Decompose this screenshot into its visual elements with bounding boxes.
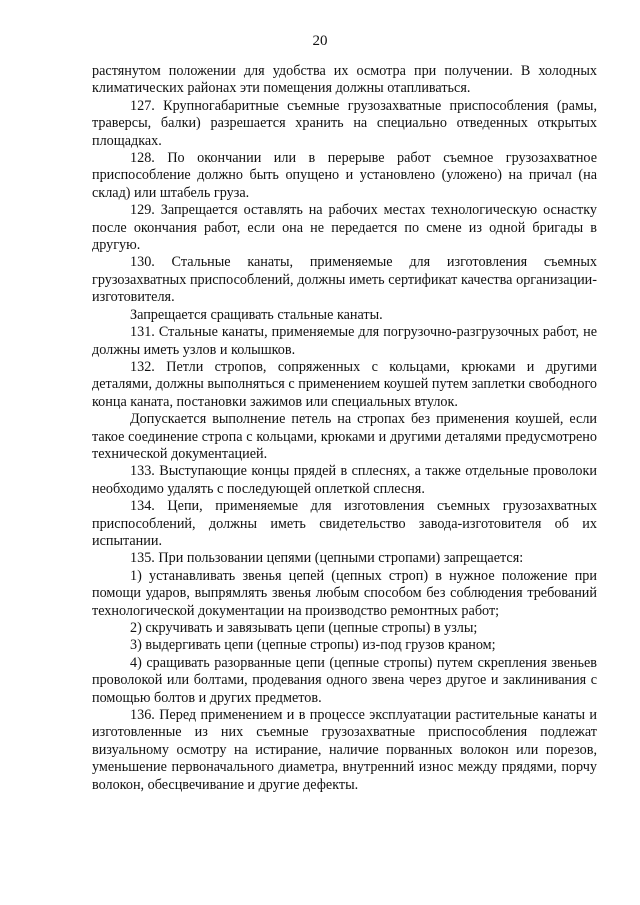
paragraph-134: 134. Цепи, применяемые для изготовления съемных грузозахватных приспособлений, должны иметь свидетельство завода-изготовителя об их испытании. xyxy=(92,498,597,549)
paragraph-132: 132. Петли стропов, сопряженных с кольцами, крюками и другими деталями, должны выполняться с применением коушей путем заплетки свободного конца каната, постановки зажимов или специальных втулок. xyxy=(92,358,597,410)
paragraph-130-note: Запрещается сращивать стальные канаты. xyxy=(130,306,383,323)
page-number: 20 xyxy=(312,33,328,49)
paragraph-131: 131. Стальные канаты, применяемые для погрузочно-разгрузочных работ, не должны иметь узлов и колышков. xyxy=(92,324,597,358)
paragraph-133: 133. Выступающие концы прядей в сплеснях, а также отдельные проволоки необходимо удалять с последующей оплеткой сплесня. xyxy=(92,463,597,497)
list-item-135-3: 3) выдергивать цепи (цепные стропы) из-под грузов краном; xyxy=(130,637,496,654)
list-item-135-1: 1) устанавливать звенья цепей (цепных строп) в нужное положение при помощи ударов, выпрямлять звенья любым способом без соблюдения требований технологической документации на производство ремонтных работ; xyxy=(92,567,597,619)
paragraph-132-note: Допускается выполнение петель на стропах без применения коушей, если такое соединение стропа с кольцами, крюками и другими деталями предусмотрено технической документацией. xyxy=(92,411,597,462)
list-item-135-2: 2) скручивать и завязывать цепи (цепные стропы) в узлы; xyxy=(130,620,478,636)
paragraph-128: 128. По окончании или в перерыве работ съемное грузозахватное приспособление должно быть опущено и установлено (уложено) на причал (на склад) или штабель груза. xyxy=(92,150,597,201)
paragraph-136: 136. Перед применением и в процессе эксплуатации растительные канаты и изготовленные из них съемные грузозахватные приспособления подлежат визуальному осмотру на истирание, наличие порванных волокон или порезов, уменьшение первоначального диаметра, внутренний износ между прядями, порчу волокон, обесцвечивание и другие дефекты. xyxy=(92,707,597,793)
paragraph-135: 135. При пользовании цепями (цепными стропами) запрещается: xyxy=(130,550,524,567)
paragraph-129: 129. Запрещается оставлять на рабочих местах технологическую оснастку после окончания работ, если она не передается по смене из одной бригады в другую. xyxy=(92,202,597,254)
list-item-135-4: 4) сращивать разорванные цепи (цепные стропы) путем скрепления звеньев проволокой или болтами, продевания одного звена через другое и заклинивания с помощью болтов и других предметов. xyxy=(92,654,597,706)
document-body xyxy=(92,63,597,794)
paragraph-continuation: растянутом положении для удобства их осмотра при получении. В холодных климатических районах эти помещения должны отапливаться. xyxy=(92,63,597,97)
paragraph-127: 127. Крупногабаритные съемные грузозахватные приспособления (рамы, траверсы, балки) разрешается хранить на специально отведенных открытых площадках. xyxy=(92,97,597,149)
paragraph-130: 130. Стальные канаты, применяемые для изготовления съемных грузозахватных приспособлений, должны иметь сертификат качества организации-изготовителя. xyxy=(92,254,597,306)
